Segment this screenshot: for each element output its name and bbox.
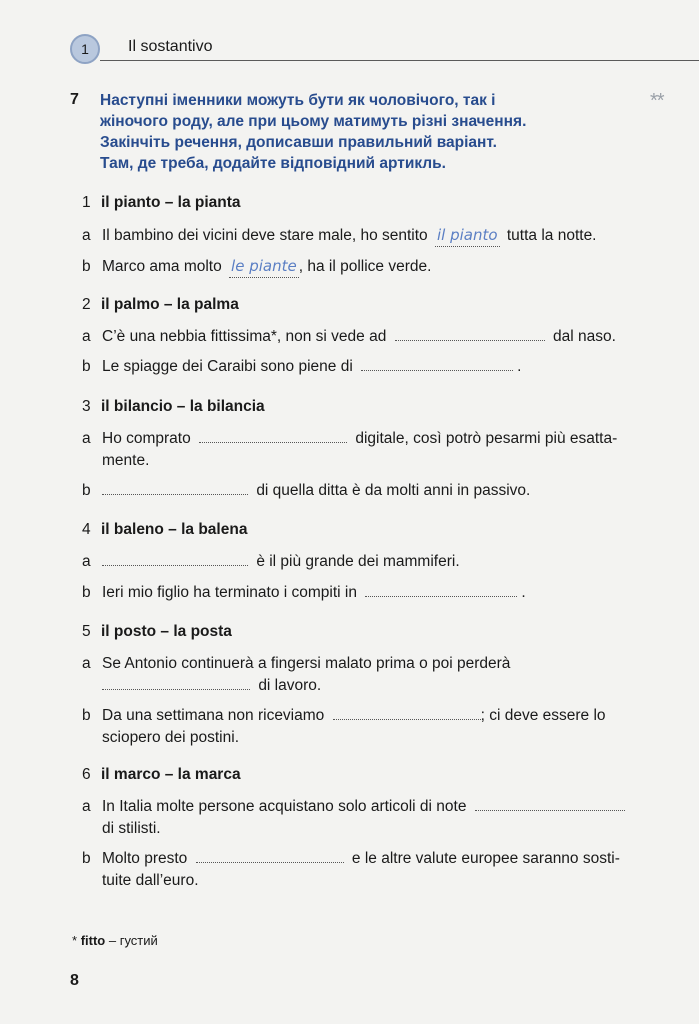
group-number: 5 [82, 623, 91, 640]
sentence-text: di quella ditta è da molti anni in passivo. [256, 482, 531, 499]
page-number: 8 [70, 972, 79, 989]
sentence-text: In Italia molte persone acquistano solo articoli di note [102, 798, 467, 815]
sentence-item [82, 356, 521, 378]
sentence-item [82, 326, 616, 348]
chapter-number: 1 [81, 41, 89, 57]
chapter-number-badge [70, 34, 100, 64]
sentence-text: . [517, 358, 522, 375]
sentence-continuation: mente. [102, 452, 150, 469]
item-letter: b [82, 258, 91, 275]
item-letter: a [82, 430, 91, 447]
item-letter: a [82, 328, 91, 345]
sentence-item [82, 848, 620, 889]
sentence-text: digitale, così potrò pesarmi più esatta- [355, 430, 618, 447]
word-pair-title [82, 398, 265, 416]
sentence-text: ; ci deve essere lo [480, 707, 606, 724]
instruction-line: жіночого роду, але при цьому матимуть різні значення. [100, 113, 527, 130]
group-title-text: il palmo – la palma [101, 296, 239, 313]
item-letter: a [82, 553, 91, 570]
sentence-item [82, 582, 526, 604]
sentence-text: , ha il pollice verde. [298, 258, 432, 275]
chapter-title: Il sostantivo [128, 38, 213, 55]
instruction-line: Там, де треба, додайте відповідний артикль. [100, 155, 446, 172]
word-pair-title [82, 766, 241, 784]
answer-blank[interactable] [102, 551, 248, 566]
item-letter: a [82, 798, 91, 815]
exercise-instructions [100, 90, 630, 174]
sentence-text: dal naso. [552, 328, 616, 345]
sentence-continuation: sciopero dei postini. [102, 729, 239, 746]
sentence-text: Marco ama molto [102, 258, 222, 275]
item-letter: b [82, 584, 91, 601]
exercise-number: 7 [70, 91, 79, 108]
sentence-text: Il bambino dei vicini deve stare male, ho sentito [102, 227, 428, 244]
sentence-text: . [521, 584, 526, 601]
group-title-text: il bilancio – la bilancia [101, 398, 265, 415]
sentence-text: Le spiagge dei Caraibi sono piene di [102, 358, 353, 375]
answer-blank[interactable] [196, 848, 344, 863]
group-number: 6 [82, 766, 91, 783]
group-number: 1 [82, 194, 91, 211]
sentence-text: C’è una nebbia fittissima*, non si vede ad [102, 328, 387, 345]
sentence-continuation [102, 675, 321, 697]
word-pair-title [82, 296, 239, 314]
sentence-item [82, 428, 618, 469]
item-letter: b [82, 482, 91, 499]
answer-blank[interactable] [361, 356, 513, 371]
sentence-item [82, 551, 460, 573]
instruction-line: Наступні іменники можуть бути як чоловічого, так і [100, 92, 496, 109]
group-title-text: il pianto – la pianta [101, 194, 241, 211]
footnote-term: fitto [80, 933, 106, 948]
item-letter: a [82, 655, 91, 672]
group-title-text: il posto – la posta [101, 623, 232, 640]
group-number: 3 [82, 398, 91, 415]
sentence-item [82, 480, 530, 502]
item-letter: b [82, 358, 91, 375]
footnote-marker: * [72, 933, 78, 948]
sentence-text: Da una settimana non riceviamo [102, 707, 325, 724]
sentence-text: Se Antonio continuerà a fingersi malato prima o poi perderà [102, 655, 511, 672]
answer-blank[interactable] [199, 428, 347, 443]
instruction-line: Закінчіть речення, дописавши правильний варіант. [100, 134, 497, 151]
word-pair-title [82, 194, 241, 212]
answer-blank[interactable] [333, 705, 481, 720]
sentence-text: Molto presto [102, 850, 188, 867]
footnote [72, 933, 158, 948]
group-title-text: il baleno – la balena [101, 521, 248, 538]
group-number: 4 [82, 521, 91, 538]
chapter-header [70, 34, 699, 66]
sentence-continuation: di stilisti. [102, 820, 161, 837]
answer-blank[interactable] [102, 480, 248, 495]
group-number: 2 [82, 296, 91, 313]
header-rule [100, 60, 699, 61]
item-letter: a [82, 227, 91, 244]
answer-blank[interactable] [395, 326, 545, 341]
sentence-continuation: tuite dall’euro. [102, 872, 199, 889]
sentence-text: di lavoro. [258, 677, 322, 694]
sentence-item [82, 653, 511, 694]
sentence-text: e le altre valute europee saranno sosti- [351, 850, 620, 867]
sentence-item [82, 705, 606, 746]
sentence-item [82, 255, 431, 278]
sentence-text: Ho comprato [102, 430, 191, 447]
sentence-text: è il più grande dei mammiferi. [256, 553, 460, 570]
difficulty-stars: ** [650, 90, 664, 112]
item-letter: b [82, 850, 91, 867]
handwritten-answer: le piante [229, 255, 299, 278]
answer-blank[interactable] [365, 582, 517, 597]
answer-blank[interactable] [102, 675, 250, 690]
group-title-text: il marco – la marca [101, 766, 241, 783]
answer-blank[interactable] [475, 796, 625, 811]
handwritten-answer: il pianto [435, 224, 500, 247]
sentence-text: Ieri mio figlio ha terminato i compiti in [102, 584, 357, 601]
sentence-item [82, 796, 629, 837]
word-pair-title [82, 623, 232, 641]
footnote-definition: – густий [108, 933, 158, 948]
sentence-item [82, 224, 597, 247]
item-letter: b [82, 707, 91, 724]
word-pair-title [82, 521, 247, 539]
sentence-text: tutta la notte. [506, 227, 597, 244]
